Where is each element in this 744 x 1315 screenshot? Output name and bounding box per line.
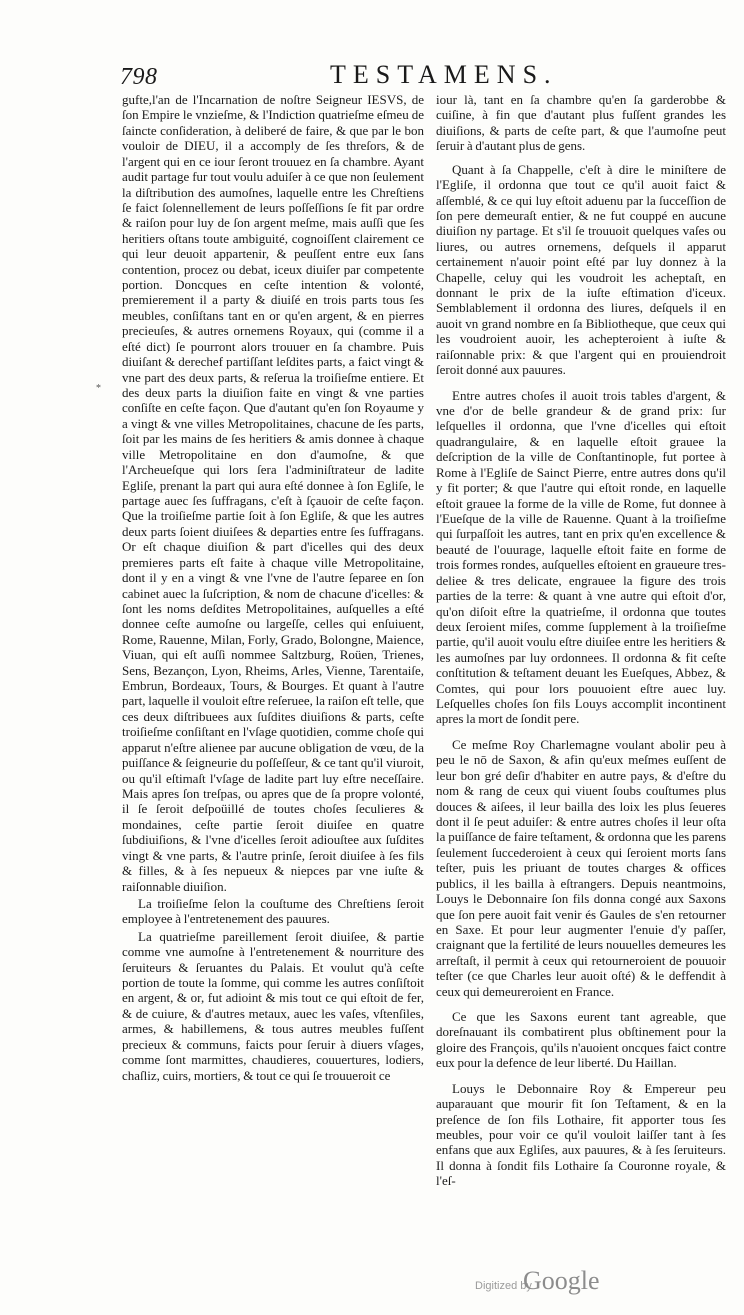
paragraph: La quatrieſme pareillement ſeroit diuiſee, & partie comme vne aumoſne à l'entretenement & nourriture des ſeruiteurs & ſeruantes du Palais. Et voulut qu'à ceſte portion de toute la ſomme, qui comme les autres conſiſtoit en argent, & or, fut adioint & mis tout ce qui eſtoit de fer, & de cuiure, & d'autres metaux, auec les vaſes, vſtenſiles, armes, & habillemens, & tous autres meubles fuſſent precieux & communs, faicts pour ſeruir à diuers vſages, comme ſont marmittes, chaudieres, couuertures, lodiers, chaſliz, cuirs, mortiers, & tout ce qui ſe trouueroit ce	[122, 928, 424, 1083]
left-column	[122, 92, 424, 1222]
running-title: TESTAMENS.	[330, 60, 558, 89]
margin-mark: *	[96, 383, 101, 394]
paragraph: Ce meſme Roy Charlemagne voulant abolir peu à peu le nō de Saxon, & afin qu'eux meſmes euſſent de leur bon gré deſir d'habiter en autre pays, & d'eſtre du nom & rang de ceux qui viuent ſoubs couſtumes plus douces & aiſees, il leur bailla des loix les plus ſeueres dont il ſe peut aduiſer: & entre autres choſes il leur oſta la puiſſance de faire teſtament, & ordonna que les parens ſeulement ſuccederoient à ceux qui ſeroient morts ſans teſter, puis les priuant de toutes charges & offices publics, il les bailla à eſtrangers. Depuis neantmoins, Louys le Debonnaire ſon fils donna congé aux Saxons que ſon pere auoit fait venir és Gaules de s'en retourner en Saxe. Et pour leur augmenter l'enuie d'y paſſer, craignant que la fertilité de leurs nouuelles demeures les arreſtaſt, il permit à ceux qui retourneroient de pouuoir teſter (ce que Charles leur auoit oſté) & le deffendit à ceux qui demeureroient en France.	[436, 736, 726, 999]
paragraph: Entre autres choſes il auoit trois tables d'argent, & vne d'or de belle grandeur & de grand prix: ſur leſquelles il ordonna, que l'vne d'icelles qui eſtoit quadrangulaire, & en laquelle eſtoit grauee la deſcription de la ville de Conſtantinople, fut portee à Rome à l'Egliſe de Sainct Pierre, entre autres dons qu'il y fit porter; & que l'autre qui eſtoit ronde, en laquelle eſtoit grauee la forme de la ville de Rome, fut donnee à l'Eueſque de la ville de Rauenne. Quant à la troiſieſme qui ſurpaſſoit les autres, tant en prix qu'en excellence & beauté de l'ouurage, laquelle eſtoit faite en forme de trois formes rondes, auſquelles eſtoient en graueure tres-deliee & tres delicate, engrauee la figure des trois parties de la terre: & quant à vne autre qui eſtoit d'or, qu'on diſoit eſtre la quatrieſme, il ordonna que toutes deux ſeroient miſes, comme ſupplement à la troiſieſme partie, qu'il auoit voulu eſtre diuiſee entre les heritiers & les aumoſnes par luy ordonnees. Il ordonna & fit ceſte conſtitution & teſtament deuant les Eueſques, Abbez, & Comtes, qui pour lors pouuoient eſtre auec luy. Leſquelles choſes ſon fils Louys accomplit incontinent apres la mort de ſondit pere.	[436, 387, 726, 727]
paragraph: iour là, tant en ſa chambre qu'en ſa garderobbe & cuiſine, à fin que d'autant plus fuſſent grandes les diuiſions, & parts de ceſte part, & que l'aumoſne peut ſeruir à d'autant plus de gens.	[436, 92, 726, 154]
page-number: 798	[120, 64, 158, 90]
digitization-watermark	[475, 1268, 675, 1298]
paragraph: gufte,l'an de l'Incarnation de noſtre Seigneur IESVS, de ſon Empire le vnzieſme, & l'Indiction quatrieſme eſmeu de ſaincte conſideration, à deliberé de faire, & que par le bon vouloir de DIEU, il a accomply de ſes threſors, & de l'argent qui en ce iour ſeront trouuez en ſa chambre. Ayant audit partage fur tout voulu aduiſer à ce que non ſeulement la diſtribution des aumoſnes, laquelle entre les Chreſtiens ſe faict ſolennellement de leurs poſſeſſions ſe fit par ordre & raiſon pour luy de ſon argent meſme, mais auſſi que ſes heritiers oſtans toute ambiguité, cognoiſſent clairement ce qui leur deuoit appartenir, & peuſſent entre eux ſans contention, procez ou debat, iceux diuiſer par competente portion. Doncques en ceſte intention & volonté, premierement il a party & diuiſé en trois parts tous ſes meubles, conſiſtans tant en or qu'en argent, & en pierres precieuſes, & autres ornemens Royaux, qui (comme il a eſté dict) ſe pourront alors trouuer en ſa chambre. Puis diuiſant & derechef partiſſant leſdites parts, a faict vingt & vne part des deux parts, & reſerua la troiſieſme entiere. Et des deux parts la diuiſion faite en vingt & vne parties conſiſte en ceſte façon. Que d'autant qu'en ſon Royaume y a vingt & vne villes Metropolitaines, chacune de ſes parts, ſoit par les mains de ſes heritiers & amis donnee à chaque ville Metropolitaine en don d'aumoſne, & que l'Archeueſque qui lors ſera l'adminiſtrateur de ladite Egliſe, prenant la part qui aura eſté donnee à ſon Egliſe, le partage auec ſes ſuffragans, c'eſt à ſçauoir de ceſte façon. Que la troiſieſme partie ſoit à ſon Egliſe, & que les autres deux parts ſoient diuiſees & departies entre ſes ſuffragans. Or eſt chaque diuiſion & part d'icelles qui des deux premieres parts eſt faite à chaque ville Metropolitaine, dont il y en a vingt & vne l'vne de l'autre ſeparee en ſon cabinet auec la ſuſcription, & nom de chacune d'icelles: & ſont les noms deſdites Metropolitaines, auſquelles a eſté donnee ceſte aumoſne ou largeſſe, celles qui enſuiuent, Rome, Rauenne, Milan, Forly, Grado, Bolongne, Maience, Viuan, qui eſt auſſi nommee Saltzburg, Roüen, Trienes, Sens, Bezançon, Lyon, Rheims, Arles, Vienne, Tarentaiſe, Embrun, Bordeaux, Tours, & Bourges. Et quant à l'autre part, laquelle il vouloit eſtre reſeruee, la raiſon eſt telle, que ces deux diſtribuees aux ſuſdites diuiſions & parts, ceſte troiſieſme conſiſtant en l'vſage quotidien, comme choſe qui apparut n'eſtre alienee par aucune obligation de vœu, de la puiſſance & ſeigneurie du poſſeſſeur, & ce tant qu'il viuroit, ou qu'il eſtimaſt l'vſage de ladite part luy eſtre neceſſaire. Mais apres ſon treſpas, ou apres que de ſa propre volonté, il ſe ſeroit deſpoüillé de toutes choſes ſeculieres & mondaines, ceſte partie ſeroit diuiſee en quatre ſubdiuiſions, & l'vne d'icelles ſeroit adiouſtee aux ſuſdites vingt & vne parts, & l'autre prinſe, ſeroit diuiſee à ſes fils & filles, & à ſes nepueux & niepces par vne iuſte & raiſonnable diuiſion.	[122, 92, 424, 894]
right-column	[436, 92, 726, 1222]
paragraph: Quant à ſa Chappelle, c'eſt à dire le miniſtere de l'Egliſe, il ordonna que tout ce qu'il auoit faict & aſſemblé, & ce qui luy eſtoit aduenu par la ſucceſſion de ſon pere demeuraſt entier, & ne fut couppé en aucune diuiſion ny partage. Et s'il ſe trouuoit quelques vaſes ou liures, ou autres ornemens, deſquels il apparut certainement n'auoir point eſté par luy donnez à la Chapelle, celuy qui les voudroit les acheptaſt, en donnant le prix de la iuſte eſtimation d'iceux. Semblablement il ordonna des liures, deſquels il en auoit vn grand nombre en ſa Bibliotheque, que ceux qui les voudroient auoir, les achepteroient à iuſte & raiſonnable prix: & que l'argent qui en prouiendroit ſeroit donné aux pauures.	[436, 161, 726, 378]
watermark-prefix: Digitized by	[475, 1280, 532, 1292]
paragraph: La troiſieſme ſelon la couſtume des Chreſtiens ſeroit employee à l'entretenement des pauures.	[122, 895, 424, 927]
paragraph: Ce que les Saxons eurent tant agreable, que doreſnauant ils combatirent plus obſtinement pour la gloire des François, qu'ils n'auoient oncques faict contre eux pour la defence de leur liberté. Du Haillan.	[436, 1009, 726, 1071]
google-logo: Google	[523, 1266, 600, 1295]
paragraph: Louys le Debonnaire Roy & Empereur peu auparauant que mourir fit ſon Teſtament, & en la preſence de ſon fils Lothaire, fit apporter tous ſes meubles, pour voir ce qu'il vouloit laiſſer tant à ſes enfans que aux Egliſes, aux pauures, & à ſes ſeruiteurs. Il donna à ſondit fils Lothaire ſa Couronne royale, & l'eſ-	[436, 1080, 726, 1189]
